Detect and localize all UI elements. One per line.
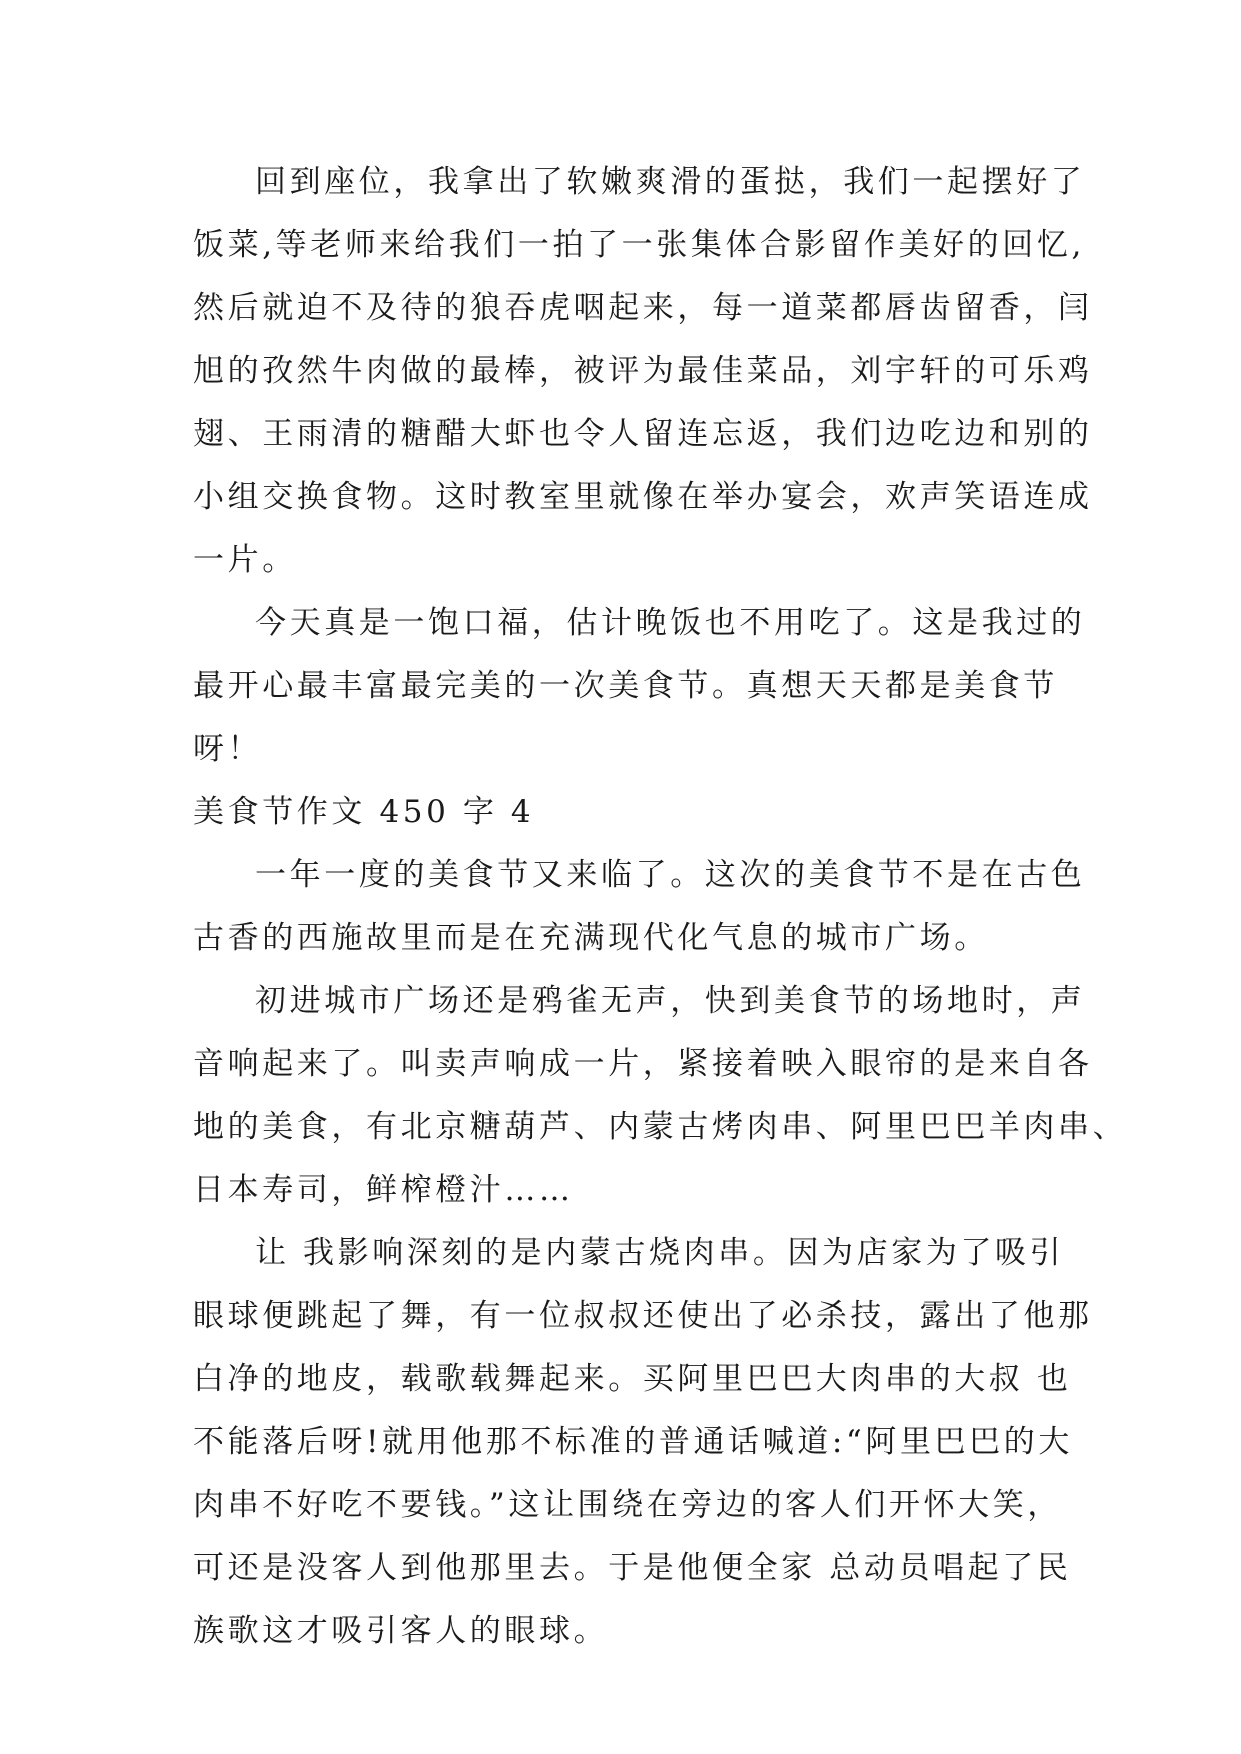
text-line: 地的美食，有北京糖葫芦、内蒙古烤肉串、阿里巴巴羊肉串、	[193, 1109, 1128, 1145]
text-line: 族歌这才吸引客人的眼球。	[193, 1613, 609, 1649]
text-line: 音响起来了。叫卖声响成一片，紧接着映入眼帘的是来自各	[193, 1046, 1093, 1082]
text-line: 回到座位，我拿出了软嫩爽滑的蛋挞，我们一起摆好了	[255, 164, 1086, 200]
text-line: 日本寿司，鲜榨橙汁……	[193, 1172, 574, 1208]
text-line: 翅、王雨清的糖醋大虾也令人留连忘返，我们边吃边和别的	[193, 416, 1093, 452]
text-line: 肉串不好吃不要钱。”这让围绕在旁边的客人们开怀大笑，	[193, 1487, 1062, 1523]
text-line: 一年一度的美食节又来临了。这次的美食节不是在古色	[255, 857, 1086, 893]
text-line: 最开心最丰富最完美的一次美食节。真想天天都是美食节	[193, 668, 1058, 704]
text-line: 白净的地皮，载歌载舞起来。买阿里巴巴大肉串的大叔 也	[193, 1361, 1072, 1397]
text-line: 旭的孜然牛肉做的最棒，被评为最佳菜品，刘宇轩的可乐鸡	[193, 353, 1093, 389]
section-heading: 美食节作文 450 字 4	[193, 794, 535, 830]
text-line: 不能落后呀!就用他那不标准的普通话喊道:“阿里巴巴的大	[193, 1424, 1073, 1460]
text-line: 可还是没客人到他那里去。于是他便全家 总动员唱起了民	[193, 1550, 1072, 1586]
text-line: 然后就迫不及待的狼吞虎咽起来，每一道菜都唇齿留香，闫	[193, 290, 1093, 326]
text-line: 小组交换食物。这时教室里就像在举办宴会，欢声笑语连成	[193, 479, 1093, 515]
text-line: 一片。	[193, 542, 297, 578]
text-line: 初进城市广场还是鸦雀无声，快到美食节的场地时，声	[255, 983, 1086, 1019]
text-line: 古香的西施故里而是在充满现代化气息的城市广场。	[193, 920, 989, 956]
text-line: 眼球便跳起了舞，有一位叔叔还使出了必杀技，露出了他那	[193, 1298, 1093, 1334]
text-line: 呀！	[193, 731, 263, 767]
text-line: 让 我影响深刻的是内蒙古烧肉串。因为店家为了吸引	[255, 1235, 1065, 1271]
text-line: 今天真是一饱口福，估计晚饭也不用吃了。这是我过的	[255, 605, 1086, 641]
text-line: 饭菜,等老师来给我们一拍了一张集体合影留作美好的回忆,	[193, 227, 1085, 263]
